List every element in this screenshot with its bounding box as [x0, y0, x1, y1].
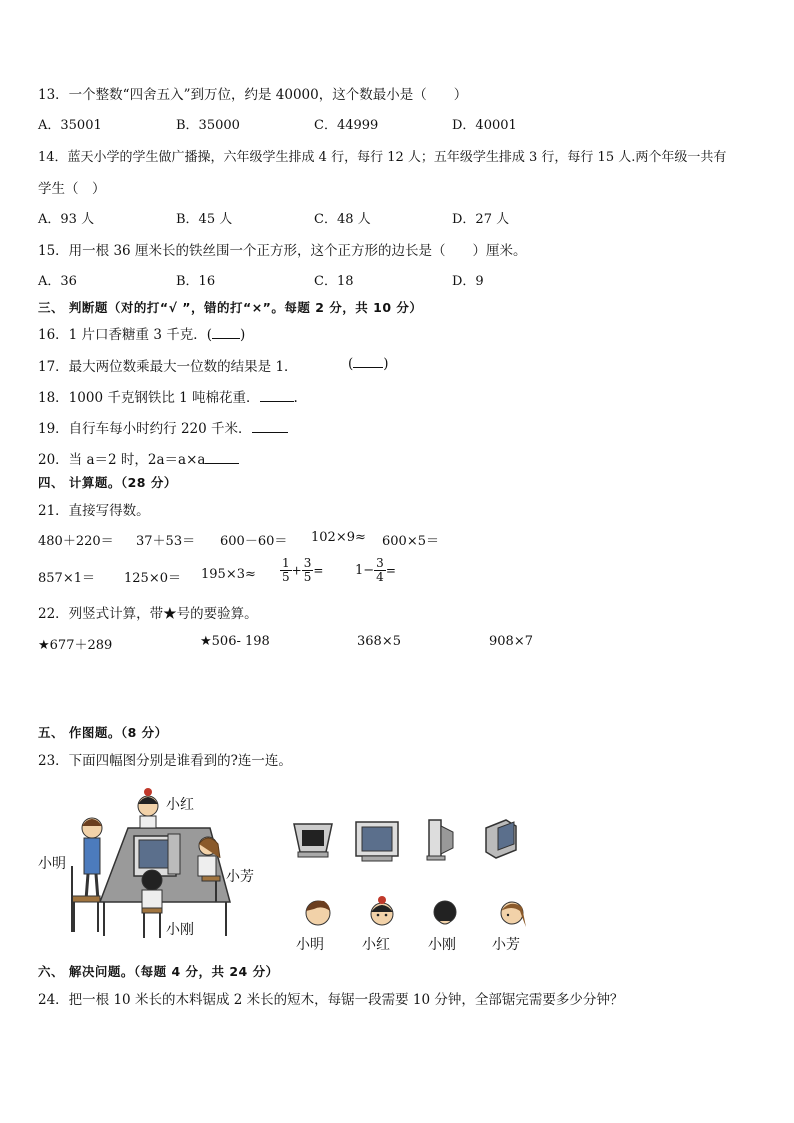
q20-text: 20．当 a＝2 时，2a＝a×a — [38, 452, 206, 468]
bottom-chair-seat — [142, 908, 162, 913]
boy-left-body — [84, 838, 100, 874]
boy-bottom-body — [142, 890, 162, 908]
q16 — [38, 323, 245, 343]
q15-option-a: A．36 — [38, 274, 77, 289]
head-xiaohong-icon[interactable] — [368, 894, 396, 930]
q17-paren-close: ) — [383, 356, 389, 372]
monitor-screen — [139, 840, 171, 868]
girl-top-hair — [138, 797, 158, 804]
q21-text: 21．直接写得数。 — [38, 503, 150, 519]
q13-option-c: C．44999 — [314, 118, 379, 133]
q15-option-b: B．16 — [176, 274, 216, 289]
q23-text: 23．下面四幅图分别是谁看到的?连一连。 — [38, 753, 292, 769]
q21-item-10-fraction-diff: 1− $\frac{3}{4}$ = — [355, 556, 396, 584]
q20 — [38, 448, 239, 468]
q24-text: 24．把一根 10 米长的木料锯成 2 米长的短木，每锯一段需要 10 分钟，全部锯完需要多少分钟？ — [38, 992, 624, 1008]
q13-option-d: D．40001 — [452, 118, 517, 133]
q22-item-4: 908×7 — [489, 634, 533, 649]
q14-option-a: A．93 人 — [38, 212, 95, 227]
q13-text: 13．一个整数“四舍五入”到万位，约是 40000，这个数最小是（ ） — [38, 87, 468, 103]
head-label-3: 小刚 — [428, 937, 456, 953]
left-chair-seat — [72, 896, 100, 902]
section3-title: 三、 判断题（对的打“√ ”，错的打“×”。每题 2 分，共 10 分） — [38, 300, 423, 315]
q22-item-3: 368×5 — [357, 634, 401, 649]
q21-item-7: 125×0＝ — [124, 571, 181, 586]
scene-label-right: 小芳 — [226, 869, 254, 885]
q14-option-c: C．48 人 — [314, 212, 371, 227]
head-label-2: 小红 — [362, 937, 390, 953]
scene-label-top: 小红 — [166, 797, 194, 813]
head-xiaofang-icon[interactable] — [498, 897, 530, 931]
q21-item-5: 600×5＝ — [382, 534, 439, 549]
q16-text: 16．1 片口香糖重 3 千克．( — [38, 327, 212, 343]
view-2-monitor-front-icon[interactable] — [354, 820, 400, 862]
q21-item-6: 857×1＝ — [38, 571, 95, 586]
q21-item-2: 37＋53＝ — [136, 534, 196, 549]
section5-title: 五、 作图题。（8 分） — [38, 725, 168, 740]
q18-tail: . — [293, 390, 298, 406]
boy-left-hair — [82, 819, 102, 826]
q14-text-line1: 14．蓝天小学的学生做广播操，六年级学生排成 4 行，每行 12 人；五年级学生排成 3 行，每行 15 人.两个年级一共有 — [38, 150, 727, 165]
q14-option-d: D．27 人 — [452, 212, 510, 227]
fraction-1-5: $\frac{1}{5}$ — [282, 556, 290, 584]
view-1-monitor-back-icon[interactable] — [292, 818, 334, 858]
view-4-monitor-angled-icon[interactable] — [482, 816, 520, 860]
q13-option-a: A．35001 — [38, 118, 102, 133]
classroom-scene-illustration — [36, 776, 276, 944]
q21-item-3: 600－60＝ — [220, 534, 288, 549]
girl-top-bow — [144, 788, 152, 796]
q14-option-b: B．45 人 — [176, 212, 233, 227]
q15-option-d: D．9 — [452, 274, 484, 289]
q13-option-b: B．35000 — [176, 118, 240, 133]
monitor-side — [168, 834, 180, 874]
boy-bottom-head — [142, 870, 162, 890]
q21-item-4: 102×9≈ — [311, 530, 366, 545]
q20-blank[interactable] — [205, 451, 239, 464]
q22-item-1: ★677＋289 — [38, 638, 113, 653]
scene-label-bottom: 小刚 — [166, 922, 194, 938]
q18-blank[interactable] — [260, 389, 294, 402]
head-xiaoming-icon[interactable] — [304, 897, 332, 929]
q22-text: 22．列竖式计算，带★号的要验算。 — [38, 606, 258, 622]
view-3-monitor-side-icon[interactable] — [425, 818, 457, 862]
q21-item-1: 480＋220＝ — [38, 534, 114, 549]
right-chair-seat — [202, 876, 220, 881]
q21-item-8: 195×3≈ — [201, 567, 256, 582]
section6-title: 六、 解决问题。（每题 4 分，共 24 分） — [38, 964, 279, 979]
q15-option-c: C．18 — [314, 274, 354, 289]
q17-paren-open: ( — [348, 356, 354, 372]
girl-top-body — [140, 816, 156, 828]
girl-right-body — [198, 856, 216, 876]
q21-item-9-fraction-sum: $\frac{1}{5}$ + $\frac{3}{5}$ = — [282, 556, 324, 584]
head-label-1: 小明 — [296, 937, 324, 953]
q17-text: 17．最大两位数乘最大一位数的结果是 1． — [38, 359, 298, 375]
q14-text-line2: 学生（ ） — [38, 181, 106, 197]
q16-tail: ) — [240, 327, 246, 343]
fraction-3-5: $\frac{3}{5}$ — [303, 556, 312, 584]
q18-text: 18．1000 千克钢铁比 1 吨棉花重． — [38, 390, 260, 406]
q19 — [38, 417, 288, 437]
q16-blank[interactable] — [212, 326, 240, 339]
q15-text: 15．用一根 36 厘米长的铁丝围一个正方形，这个正方形的边长是（ ）厘米。 — [38, 243, 527, 259]
q19-blank[interactable] — [252, 420, 288, 433]
q17-blank[interactable] — [353, 355, 383, 368]
head-label-4: 小芳 — [492, 937, 520, 953]
q18 — [38, 386, 298, 406]
q22-item-2: ★506- 198 — [200, 634, 270, 649]
scene-label-left: 小明 — [38, 856, 66, 872]
head-xiaogang-icon[interactable] — [432, 897, 458, 929]
fraction-3-4: $\frac{3}{4}$ — [376, 556, 384, 584]
section4-title: 四、 计算题。（28 分） — [38, 475, 177, 490]
q17-answer — [348, 355, 389, 372]
q19-text: 19．自行车每小时约行 220 千米． — [38, 421, 252, 437]
